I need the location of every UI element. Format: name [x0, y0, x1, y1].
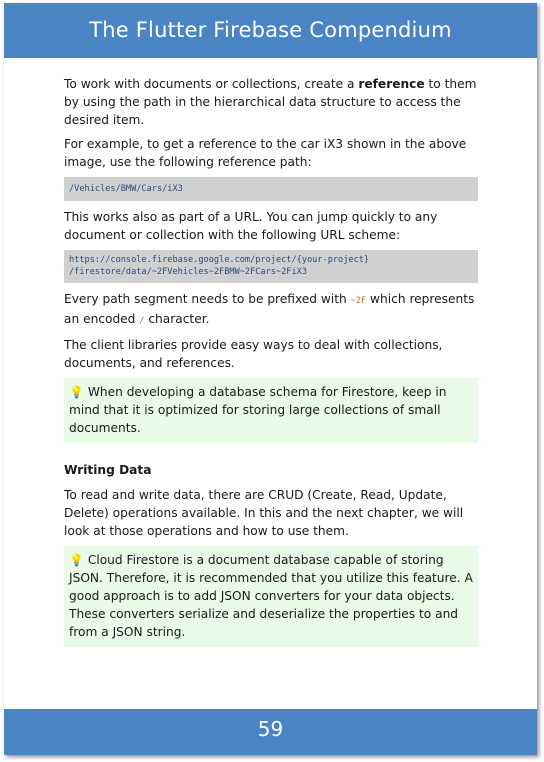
tip-box-schema — [64, 378, 478, 443]
reference-path-code: /Vehicles/BMW/Cars/iX3 — [64, 177, 478, 201]
prefix-paragraph — [64, 290, 478, 330]
url-paragraph: This works also as part of a URL. You can jump quickly to any document or collection with the following URL scheme: — [64, 209, 438, 242]
url-scheme-code — [64, 250, 478, 283]
client-libraries-paragraph: The client libraries provide easy ways to deal with collections, documents, and references. — [64, 337, 443, 370]
page-content — [64, 75, 478, 647]
code-line: /firestore/data/~2FVehicles~2FBMW~2FCars~2FiX3 — [69, 267, 307, 277]
text-run: Every path segment needs to be prefixed with — [64, 291, 351, 306]
reference-term: reference — [358, 77, 425, 91]
code-line: https://console.firebase.google.com/project/{your-project} — [69, 254, 370, 265]
page-number: 59 — [257, 717, 284, 741]
example-paragraph: For example, to get a reference to the car iX3 shown in the above image, use the following reference path: — [64, 137, 467, 169]
tip-box-json — [64, 546, 478, 647]
section-heading: Writing Data — [64, 462, 152, 477]
text-run: which represents an encoded — [64, 291, 475, 326]
page — [4, 3, 537, 755]
text-run: to them by using the path in the hierarchical data structure to access the desired item. — [64, 77, 477, 127]
page-footer — [4, 709, 537, 755]
lightbulb-icon: 💡 — [69, 384, 84, 399]
lightbulb-icon: 💡 — [69, 552, 84, 567]
reference-paragraph — [64, 75, 478, 129]
text-run: character. — [144, 311, 210, 326]
inline-code-prefix: ~2F — [350, 295, 367, 306]
inline-code-slash: / — [139, 315, 145, 326]
crud-paragraph: To read and write data, there are CRUD (Create, Read, Update, Delete) operations available. In this and the next chapter, we will look at those operations and how to use them. — [64, 487, 464, 538]
text-run: To work with documents or collections, create a — [64, 77, 359, 91]
tip-text: Cloud Firestore is a document database capable of storing JSON. Therefore, it is recommended that you utilize this feature. A good approach is to add JSON converters for your data objects. These converters serialize and deserialize the properties to and from a JSON string. — [69, 552, 473, 639]
tip-text: When developing a database schema for Firestore, keep in mind that it is optimized for storing large collections of small documents. — [69, 384, 447, 435]
book-title: The Flutter Firebase Compendium — [89, 18, 452, 42]
page-header — [4, 3, 537, 58]
